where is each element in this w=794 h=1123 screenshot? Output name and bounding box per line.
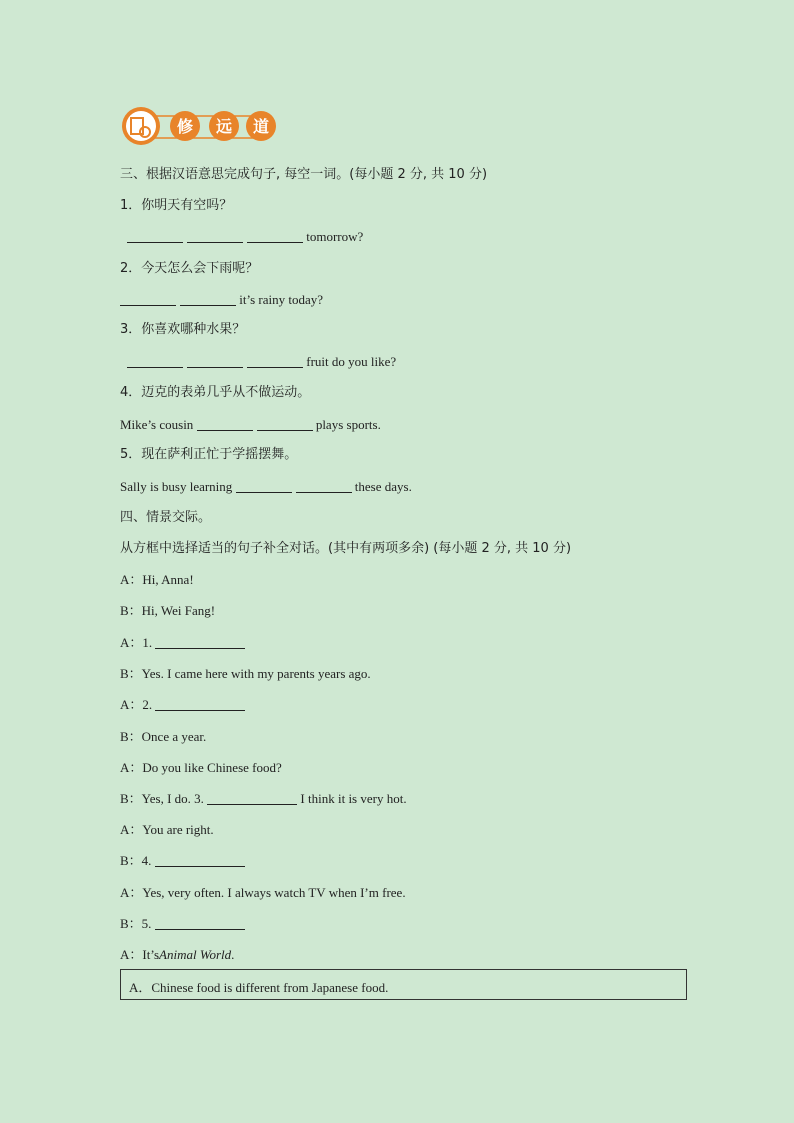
answer-blank[interactable]: [207, 792, 297, 805]
answer-blank[interactable]: [155, 917, 245, 930]
s3-item1-cn: 1．你明天有空吗？: [120, 198, 233, 213]
answer-blank[interactable]: [155, 698, 245, 711]
dialogue-line: B：4.: [120, 852, 245, 870]
s3-item5-cn: 5．现在萨利正忙于学摇摆舞。: [120, 447, 298, 462]
dialogue-line: A：Yes, very often. I always watch TV when I’m free.: [120, 885, 406, 900]
dialogue-line: A：You are right.: [120, 822, 214, 837]
options-box: [120, 969, 687, 1000]
logo-char-1: 修: [176, 117, 194, 136]
answer-blank[interactable]: [127, 355, 183, 368]
answer-blank[interactable]: [155, 636, 245, 649]
logo-char-2: 远: [215, 117, 233, 136]
s3-item5-en: Sally is busy learning these days.: [120, 479, 412, 494]
dialogue-line: B：Yes, I do. 3. I think it is very hot.: [120, 791, 407, 806]
s3-item3-en: fruit do you like?: [127, 353, 396, 371]
logo-char-3: 道: [252, 117, 270, 136]
program-title: Animal World: [159, 947, 232, 962]
dialogue-line: A：1.: [120, 634, 245, 652]
answer-blank[interactable]: [127, 230, 183, 243]
answer-blank[interactable]: [197, 418, 253, 431]
answer-blank[interactable]: [120, 293, 176, 306]
section4-instructions: 从方框中选择适当的句子补全对话。(其中有两项多余) (每小题 2 分, 共 10 分): [120, 541, 572, 556]
s3-item4-cn: 4．迈克的表弟几乎从不做运动。: [120, 385, 311, 400]
dialogue-line: A：Hi, Anna!: [120, 572, 194, 587]
section3-heading: 三、根据汉语意思完成句子, 每空一词。(每小题 2 分, 共 10 分): [120, 167, 488, 182]
dialogue-line: B：5.: [120, 915, 245, 933]
s3-item2-en: it’s rainy today?: [120, 291, 323, 309]
dialogue-line: B：Yes. I came here with my parents years ago.: [120, 666, 371, 681]
section-logo: [121, 104, 277, 148]
answer-blank[interactable]: [155, 854, 245, 867]
answer-blank[interactable]: [236, 480, 292, 493]
option-a: A．Chinese food is different from Japanese food.: [129, 980, 389, 995]
s3-item4-en: Mike’s cousin plays sports.: [120, 417, 381, 432]
dialogue-line: B：Once a year.: [120, 729, 207, 744]
s3-item1-en: tomorrow?: [127, 228, 363, 246]
answer-blank[interactable]: [257, 418, 313, 431]
answer-blank[interactable]: [187, 230, 243, 243]
answer-blank[interactable]: [180, 293, 236, 306]
s3-item3-cn: 3．你喜欢哪种水果？: [120, 322, 246, 337]
dialogue-line: A：It’sAnimal World.: [120, 947, 235, 962]
dialogue-line: B：Hi, Wei Fang!: [120, 603, 216, 618]
answer-blank[interactable]: [296, 480, 352, 493]
s3-item2-cn: 2．今天怎么会下雨呢？: [120, 261, 259, 276]
answer-blank[interactable]: [187, 355, 243, 368]
answer-blank[interactable]: [247, 230, 303, 243]
answer-blank[interactable]: [247, 355, 303, 368]
dialogue-line: A：Do you like Chinese food?: [120, 760, 282, 775]
section4-heading: 四、情景交际。: [120, 510, 212, 525]
dialogue-line: A：2.: [120, 696, 245, 714]
